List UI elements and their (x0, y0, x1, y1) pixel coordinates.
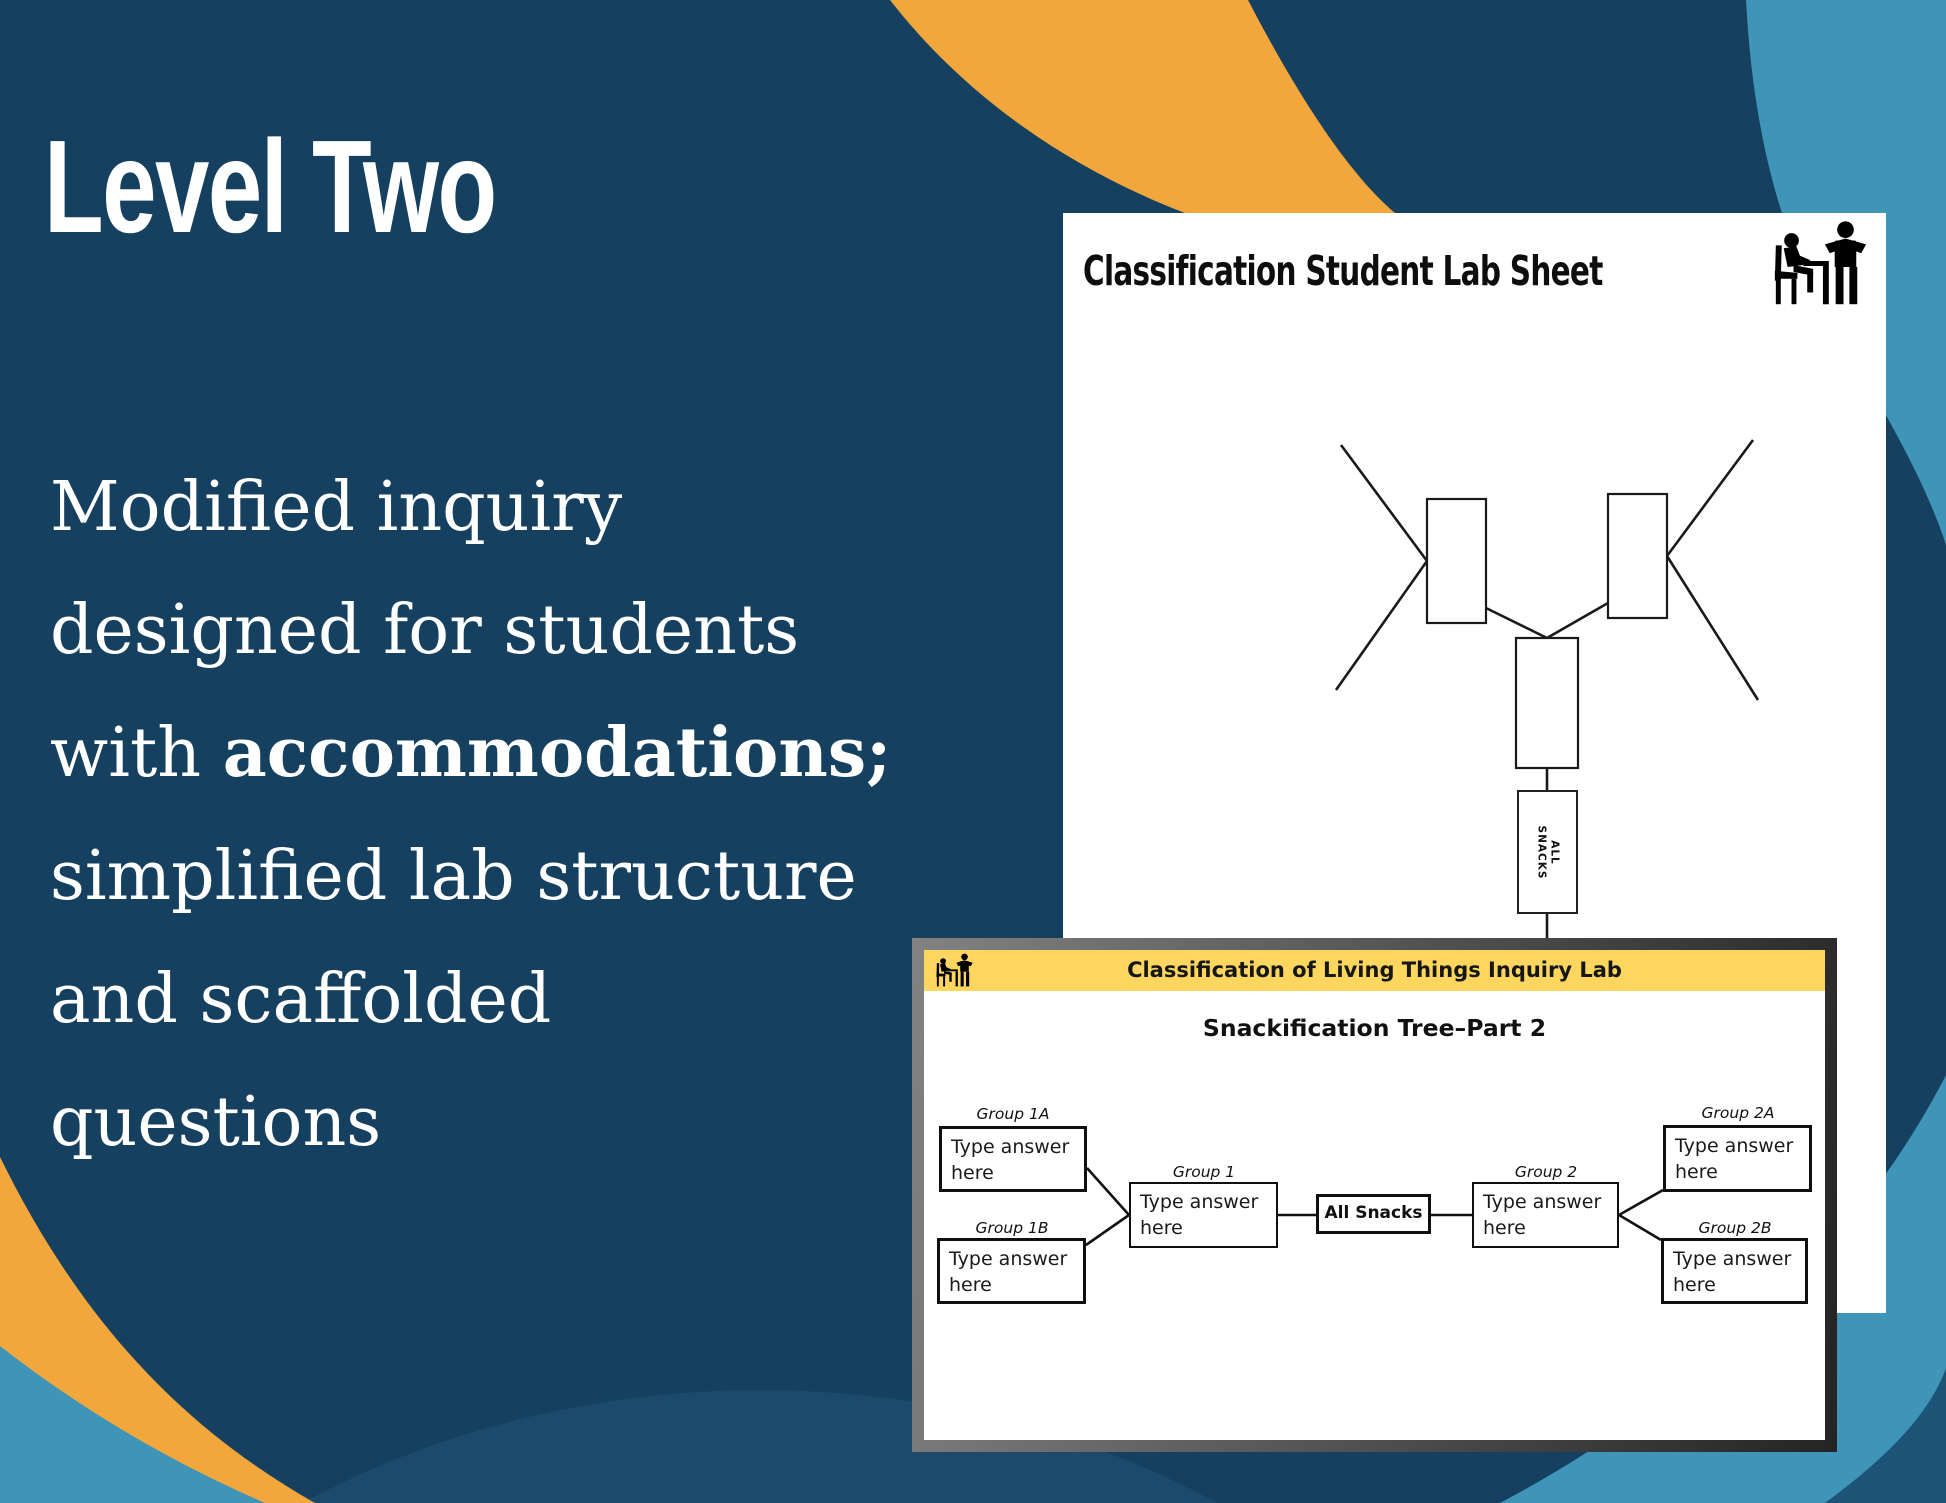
slide-body-text (50, 446, 910, 1184)
group-2a-answer-box[interactable]: Type answer here (1663, 1125, 1812, 1192)
group-2-label: Group 2 (1514, 1163, 1578, 1181)
orange-swoosh-top (890, 0, 1395, 213)
body-line: questions (50, 1083, 382, 1162)
group-2a-label: Group 2A (1701, 1104, 1775, 1122)
page-title: Level Two (44, 113, 496, 260)
group-2-answer-box[interactable]: Type answer here (1472, 1182, 1619, 1248)
tree-node-box (1608, 494, 1667, 618)
tree-root-box (1517, 790, 1578, 914)
inquiry-lab-title: Classification of Living Things Inquiry Lab (1127, 958, 1622, 982)
inquiry-lab-page (924, 950, 1825, 1440)
group-2b-label: Group 2B (1698, 1219, 1772, 1237)
lab-sheet-title: Classification Student Lab Sheet (1083, 247, 1603, 295)
group-1a-answer-box[interactable]: Type answer here (939, 1126, 1087, 1192)
body-line: designed for students (50, 591, 800, 670)
body-line: simplified lab structure (50, 837, 857, 916)
body-line: with accommodations; (50, 713, 892, 793)
group-1-label: Group 1 (1172, 1163, 1236, 1181)
group-1b-answer-box[interactable]: Type answer here (937, 1238, 1086, 1304)
tree-root-label: ALL SNACKS (1536, 825, 1561, 880)
group-2b-answer-box[interactable]: Type answer here (1661, 1238, 1808, 1304)
tree-node-box (1516, 638, 1578, 768)
inquiry-lab-frame (912, 938, 1837, 1452)
snackification-subtitle: Snackification Tree–Part 2 (1202, 1014, 1547, 1042)
body-line: Modified inquiry (50, 468, 623, 547)
group-1a-label: Group 1A (976, 1105, 1050, 1123)
body-line: and scaffolded (50, 960, 552, 1039)
group-1-answer-box[interactable]: Type answer here (1129, 1182, 1278, 1248)
all-snacks-box: All Snacks (1316, 1194, 1431, 1234)
group-1b-label: Group 1B (975, 1219, 1049, 1237)
tree-node-box (1427, 499, 1486, 623)
